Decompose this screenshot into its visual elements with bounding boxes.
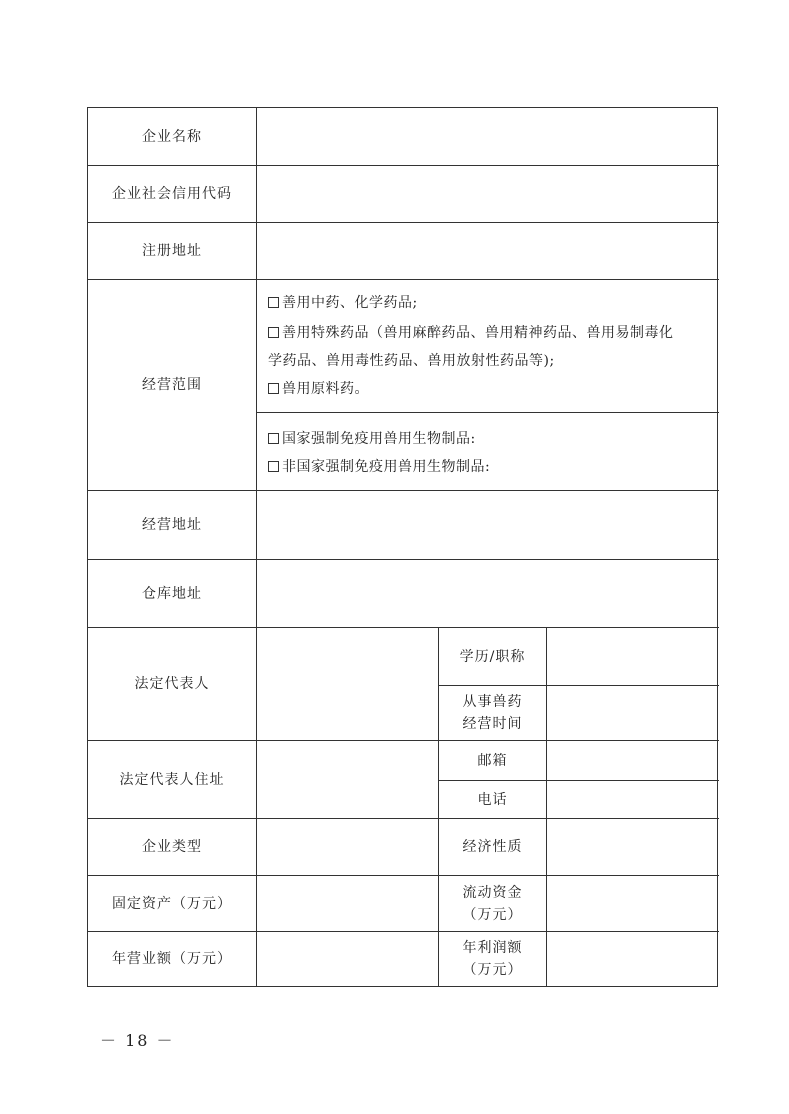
warehouse-address-input[interactable] bbox=[257, 560, 719, 627]
annual-profit-line2: （万元） bbox=[462, 962, 523, 978]
checkbox-icon[interactable] bbox=[268, 461, 279, 472]
annual-profit-label bbox=[439, 932, 546, 986]
scope-option-text: 非国家强制免疫用兽用生物制品: bbox=[282, 459, 491, 475]
registered-address-input[interactable] bbox=[257, 223, 719, 279]
scope-option-mandatory-bio[interactable] bbox=[268, 426, 476, 452]
annual-profit-line1: 年利润额 bbox=[462, 940, 523, 956]
current-funds-line2: （万元） bbox=[462, 906, 523, 923]
scope-option-special-drugs-cont bbox=[268, 348, 555, 374]
business-scope-label: 经营范围 bbox=[142, 377, 202, 393]
phone-label: 电话 bbox=[477, 791, 508, 808]
company-type-label: 企业类型 bbox=[142, 839, 202, 855]
application-form-table bbox=[87, 107, 718, 987]
legal-rep-label: 法定代表人 bbox=[134, 676, 210, 692]
checkbox-icon[interactable] bbox=[268, 433, 279, 444]
economic-nature-input[interactable] bbox=[547, 819, 719, 875]
scope-option-text: 善用中药、化学药品; bbox=[282, 295, 418, 311]
experience-input[interactable] bbox=[547, 686, 719, 740]
phone-input[interactable] bbox=[547, 781, 719, 818]
current-funds-label bbox=[439, 876, 546, 931]
email-input[interactable] bbox=[547, 741, 719, 780]
annual-revenue-label: 年营业额（万元） bbox=[112, 951, 232, 967]
row-divider bbox=[256, 412, 719, 413]
current-funds-input[interactable] bbox=[547, 876, 719, 931]
checkbox-icon[interactable] bbox=[268, 327, 279, 338]
scope-option-nonmandatory-bio[interactable] bbox=[268, 454, 490, 480]
page-number: － 18 － bbox=[100, 1031, 175, 1050]
checkbox-icon[interactable] bbox=[268, 383, 279, 394]
company-name-input[interactable] bbox=[257, 108, 719, 165]
fixed-assets-label: 固定资产（万元） bbox=[112, 895, 232, 912]
legal-rep-address-input[interactable] bbox=[257, 741, 438, 818]
experience-label bbox=[439, 686, 546, 740]
fixed-assets-input[interactable] bbox=[257, 876, 438, 931]
annual-revenue-input[interactable] bbox=[257, 932, 438, 986]
credit-code-input[interactable] bbox=[257, 166, 719, 222]
current-funds-line1: 流动资金 bbox=[462, 884, 523, 901]
scope-option-vet-drugs[interactable] bbox=[268, 290, 418, 316]
scope-option-text: 善用特殊药品（兽用麻醉药品、兽用精神药品、兽用易制毒化 bbox=[282, 325, 674, 341]
company-name-label: 企业名称 bbox=[142, 128, 202, 145]
scope-option-text: 学药品、兽用毒性药品、兽用放射性药品等); bbox=[268, 353, 555, 369]
warehouse-address-label: 仓库地址 bbox=[142, 585, 202, 602]
company-type-input[interactable] bbox=[257, 819, 438, 875]
experience-label-line2: 经营时间 bbox=[462, 716, 523, 732]
annual-profit-input[interactable] bbox=[547, 932, 719, 986]
economic-nature-label: 经济性质 bbox=[462, 839, 523, 855]
education-title-input[interactable] bbox=[547, 628, 719, 685]
scope-option-raw-materials[interactable] bbox=[268, 376, 369, 402]
scope-option-special-drugs[interactable] bbox=[268, 320, 674, 346]
education-title-label: 学历/职称 bbox=[459, 648, 526, 665]
credit-code-label: 企业社会信用代码 bbox=[112, 186, 232, 202]
business-address-label: 经营地址 bbox=[142, 517, 202, 533]
scope-option-text: 国家强制免疫用兽用生物制品: bbox=[282, 431, 476, 447]
registered-address-label: 注册地址 bbox=[142, 243, 202, 259]
legal-rep-address-label: 法定代表人住址 bbox=[119, 771, 225, 788]
legal-rep-input[interactable] bbox=[257, 628, 438, 740]
experience-label-line1: 从事兽药 bbox=[462, 694, 523, 710]
checkbox-icon[interactable] bbox=[268, 297, 279, 308]
scope-option-text: 兽用原料药。 bbox=[282, 381, 369, 397]
email-label: 邮箱 bbox=[477, 752, 508, 769]
business-address-input[interactable] bbox=[257, 491, 719, 559]
